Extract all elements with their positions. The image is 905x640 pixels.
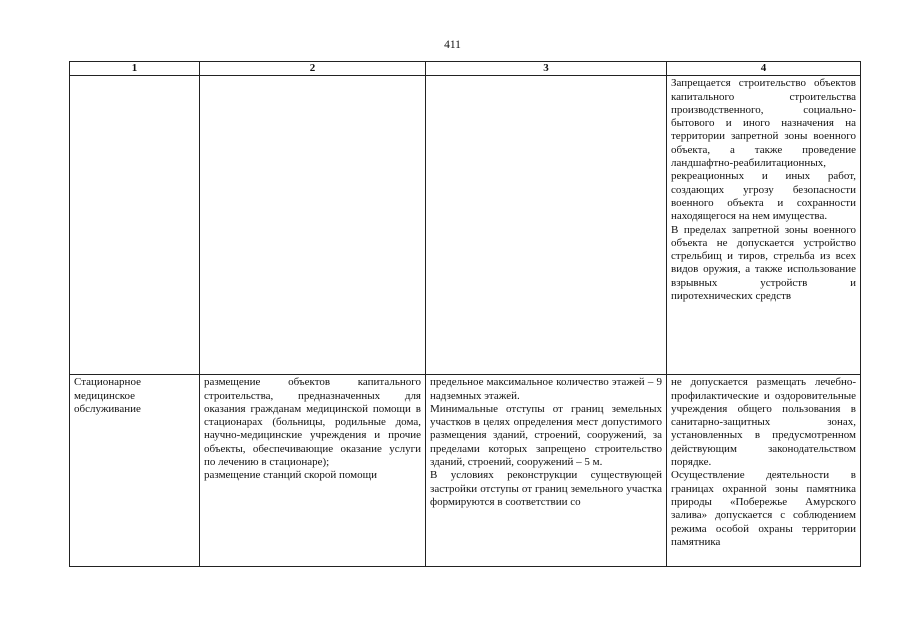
zoning-table	[69, 61, 861, 567]
description-paragraph: размещение станций скорой помощи	[204, 469, 377, 482]
row-2-use-type: Стационарное медицинское обслуживание	[70, 375, 200, 567]
column-header-4: 4	[667, 62, 861, 76]
table-row	[70, 76, 861, 375]
row-1-use-description	[200, 76, 426, 375]
column-header-3: 3	[426, 62, 667, 76]
column-header-1: 1	[70, 62, 200, 76]
restriction-paragraph: В пределах запретной зоны военного объекта не допускается устройство стрельбищ и тиров, стрельба из всех видов оружия, а также использование взрывных устройств и пиротехнических средств	[671, 223, 856, 303]
restriction-paragraph: Запрещается строительство объектов капитального строительства производственного, социально-бытового и иного назначения на территории запретной зоны военного объекта, а также проведение ландшафтно-реабилитационных, рекреационных и иных работ, создающих угрозу безопасности военного объекта и сохранности находящегося на нем имущества.	[671, 77, 856, 223]
row-2-restrictions	[667, 375, 861, 567]
restriction-paragraph: Осуществление деятельности в границах охранной зоны памятника природы «Побережье Амурского залива» допускается с соблюдением режима особой охраны территории памятника	[671, 469, 856, 548]
parameter-paragraph: Минимальные отступы от границ земельных участков в целях определения мест допустимого размещения зданий, строений, сооружений, за пределами которых запрещено строительство зданий, строений, сооружений – 5 м.	[430, 402, 662, 469]
table-row	[70, 375, 861, 567]
row-1-parameters	[426, 76, 667, 375]
parameter-paragraph: предельное максимальное количество этажей – 9 надземных этажей.	[430, 376, 662, 402]
table-header-row	[70, 62, 861, 76]
restriction-paragraph: не допускается размещать лечебно-профилактические и оздоровительные учреждения общего пользования в санитарно-защитных зонах, установленных в предусмотренном действующим законодательством порядке.	[671, 376, 856, 469]
row-1-restrictions	[667, 76, 861, 375]
description-paragraph: размещение объектов капитального строительства, предназначенных для оказания гражданам медицинской помощи в стационарах (больницы, родильные дома, научно-медицинские учреждения и прочие объекты, обеспечивающие оказание услуги по лечению в стационаре);	[204, 376, 421, 469]
row-2-use-description	[200, 375, 426, 567]
parameter-paragraph: В условиях реконструкции существующей застройки отступы от границ земельного участка формируются в соответствии со	[430, 469, 662, 508]
row-1-use-type	[70, 76, 200, 375]
column-header-2: 2	[200, 62, 426, 76]
page-number: 411	[444, 39, 461, 51]
row-2-parameters	[426, 375, 667, 567]
